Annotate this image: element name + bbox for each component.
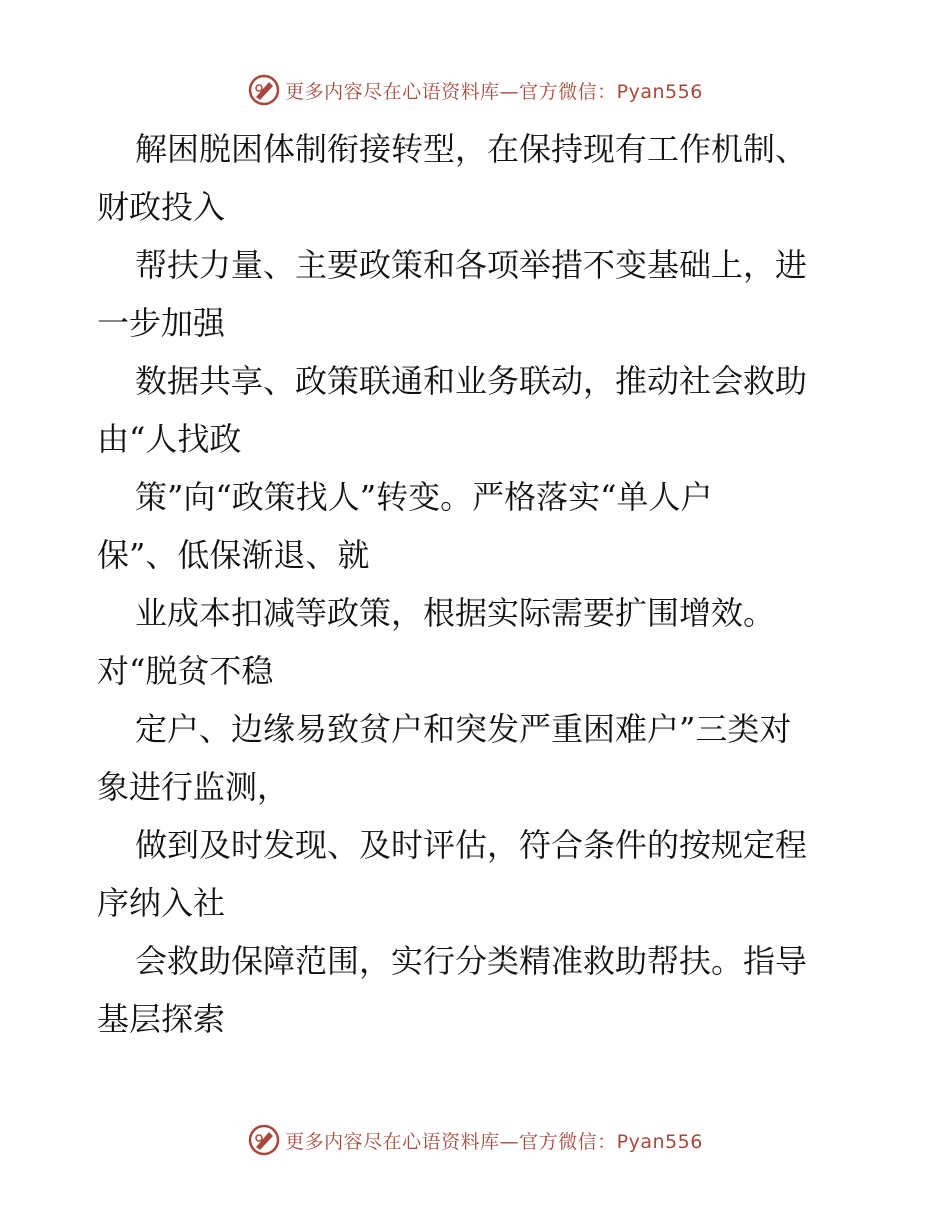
paragraph-2 (97, 236, 857, 352)
paragraph-8 (97, 932, 857, 1048)
header-banner (0, 70, 950, 110)
paragraph-5 (97, 584, 857, 700)
paragraph-line: 策”向“政策找人”转变。严格落实“单人户 (135, 478, 713, 516)
paragraph-line: 象进行监测， (97, 768, 290, 806)
paragraph-line: 基层探索 (97, 1000, 226, 1038)
paragraph-line: 会救助保障范围，实行分类精准救助帮扶。指导 (135, 942, 808, 980)
paragraph-3 (97, 352, 857, 468)
paragraph-line: 序纳入社 (97, 884, 226, 922)
paragraph-7 (97, 816, 857, 932)
paragraph-line: 帮扶力量、主要政策和各项举措不变基础上，进 (135, 246, 808, 284)
paragraph-line: 做到及时发现、及时评估，符合条件的按规定程 (135, 826, 808, 864)
header-banner-text: 更多内容尽在心语资料库—官方微信：Pyan556 (285, 80, 703, 103)
paragraph-line: 财政投入 (97, 188, 226, 226)
paragraph-line: 解困脱困体制衔接转型，在保持现有工作机制、 (135, 130, 808, 168)
pen-seal-icon (247, 1123, 281, 1157)
paragraph-4 (97, 468, 857, 584)
paragraph-line: 数据共享、政策联通和业务联动，推动社会救助 (135, 362, 808, 400)
paragraph-line: 保”、低保渐退、就 (97, 536, 370, 574)
paragraph-line: 业成本扣减等政策，根据实际需要扩围增效。 (135, 594, 776, 632)
document-body (97, 120, 857, 1048)
paragraph-line: 定户、边缘易致贫户和突发严重困难户”三类对 (135, 710, 792, 748)
pen-seal-icon (247, 73, 281, 107)
paragraph-1 (97, 120, 857, 236)
footer-banner-text: 更多内容尽在心语资料库—官方微信：Pyan556 (285, 1130, 703, 1153)
paragraph-line: 对“脱贫不稳 (97, 652, 274, 690)
paragraph-6 (97, 700, 857, 816)
paragraph-line: 一步加强 (97, 304, 226, 342)
paragraph-line: 由“人找政 (97, 420, 242, 458)
footer-banner (0, 1120, 950, 1160)
